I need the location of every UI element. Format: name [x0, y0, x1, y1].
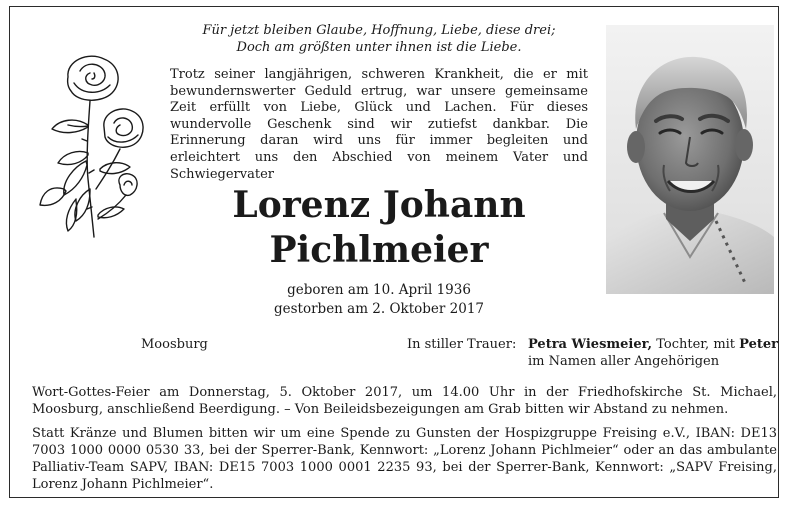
deceased-surname: Pichlmeier — [269, 229, 489, 271]
obituary-notice — [9, 6, 779, 498]
deceased-first-names: Lorenz Johann — [232, 184, 526, 226]
mourners-line-2: im Namen aller Angehörigen — [528, 354, 720, 369]
life-dates — [170, 281, 588, 319]
mourner-name-2: Peter — [739, 337, 778, 352]
portrait-photo — [606, 25, 774, 294]
rose-drawing-icon — [38, 49, 152, 239]
intro-text: Trotz seiner langjährigen, schweren Krankheit, die er mit bewundernswerter Geduld ertrug, war unsere gemeinsame Zeit erfüllt von Liebe, Glück und Lachen. Für dieses wundervolle Geschenk sind wir zutiefst dankbar. Die Erinnerung daran wird uns für immer begleiten und erleichtert uns den Abschied von meinem Vater und Schwiegervater — [170, 67, 588, 182]
place-of-residence: Moosburg — [141, 337, 208, 352]
portrait-illustration — [606, 25, 774, 294]
mourners-line-1 — [528, 336, 780, 353]
mourners-list — [528, 336, 780, 370]
bible-verse-line-2: Doch am größten unter ihnen ist die Liebe. — [236, 40, 522, 55]
mourner-name-1: Petra Wiesmeier, — [528, 337, 653, 352]
mourning-label: In stiller Trauer: — [407, 337, 517, 352]
bible-verse — [170, 22, 588, 56]
donation-request: Statt Kränze und Blumen bitten wir um eine Spende zu Gunsten der Hospizgruppe Freising e.V., IBAN: DE13 7003 1000 0000 0530 33, bei der Sperrer-Bank, Kennwort: „Lorenz Johann Pichlmeier“ oder an das ambulante Palliativ-Team SAPV, IBAN: DE15 7003 1000 0001 2235 93, bei der Sperrer-Bank, Kennwort: „SAPV Freising, Lorenz Johann Pichlmeier“. — [32, 426, 777, 492]
birth-date: geboren am 10. April 1936 — [287, 282, 471, 298]
deceased-name — [170, 183, 588, 273]
bible-verse-line-1: Für jetzt bleiben Glaube, Hoffnung, Liebe, diese drei; — [202, 23, 556, 38]
funeral-details: Wort-Gottes-Feier am Donnerstag, 5. Oktober 2017, um 14.00 Uhr in der Friedhofskirche St. Michael, Moosburg, anschließend Beerdigung. – Von Beileidsbezeigungen am Grab bitten wir Abstand zu nehmen. — [32, 385, 777, 417]
death-date: gestorben am 2. Oktober 2017 — [273, 301, 485, 317]
mourner-relation: Tochter, mit — [652, 337, 740, 352]
